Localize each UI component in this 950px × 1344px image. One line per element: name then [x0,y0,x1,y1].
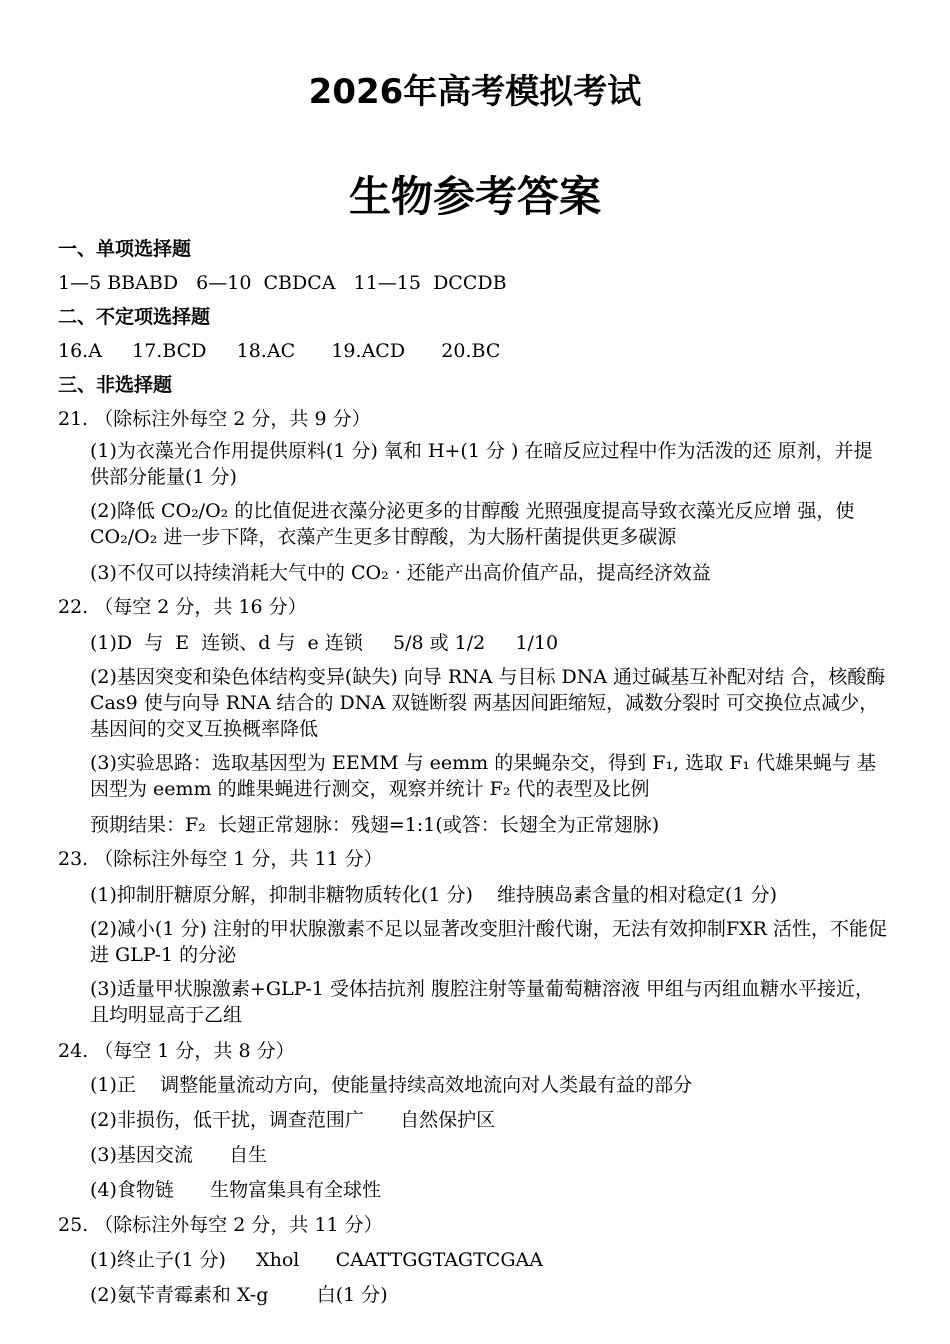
question-24-part-3: (3)基因交流 自生 [90,1144,268,1166]
question-24-part-4: (4)食物链 生物富集具有全球性 [90,1179,382,1201]
question-23-part-3: (3)适量甲状腺激素+GLP-1 受体拮抗剂 腹腔注射等量葡萄糖溶液 甲组与丙组血糖水平接近，且均明显高于乙组 [90,978,875,1026]
subject-title: 生物参考答案 [348,172,601,221]
question-24-part-2: (2)非损伤，低干扰，调查范围广 自然保护区 [90,1109,496,1131]
question-23-header: 23. （除标注外每空 1 分，共 11 分） [58,848,383,870]
question-23-part-1: (1)抑制肝糖原分解，抑制非糖物质转化(1 分) 维持胰岛素含量的相对稳定(1 分) [90,884,777,906]
question-22-part-3: (3)实验思路：选取基因型为 EEMM 与 eemm 的果蝇杂交，得到 F₁, 选取 F₁ 代雄果蝇与 基因型为 eemm 的雌果蝇进行测交，观察并统计 F₂ 代的表型及比例 [90,752,877,800]
multiple-choice-answers: 16.A 17.BCD 18.AC 19.ACD 20.BC [58,340,501,362]
question-25-header: 25. （除标注外每空 2 分，共 11 分） [58,1214,383,1236]
question-21-part-2: (2)降低 CO₂/O₂ 的比值促进衣藻分泌更多的甘醇酸 光照强度提高导致衣藻光反应增 强，使 CO₂/O₂ 进一步下降，衣藻产生更多甘醇酸，为大肠杆菌提供更多碳源 [90,500,855,548]
single-choice-answers: 1—5 BBABD 6—10 CBDCA 11—15 DCCDB [58,272,507,294]
question-21-header: 21. （除标注外每空 2 分，共 9 分） [58,408,371,430]
exam-title: 2026年高考模拟考试 [308,72,642,112]
question-21-part-3: (3)不仅可以持续消耗大气中的 CO₂ · 还能产出高价值产品，提高经济效益 [90,562,711,584]
section-heading-single-choice: 一、单项选择题 [58,238,192,260]
question-22-part-1: (1)D 与 E 连锁、d 与 e 连锁 5/8 或 1/2 1/10 [90,632,559,654]
question-23-part-2: (2)减小(1 分) 注射的甲状腺激素不足以显著改变胆汁酸代谢，无法有效抑制FXR 活性，不能促进 GLP-1 的分泌 [90,918,887,966]
question-22-part-2: (2)基因突变和染色体结构变异(缺失) 向导 RNA 与目标 DNA 通过碱基互补配对结 合，核酸酶 Cas9 使与向导 RNA 结合的 DNA 双链断裂 两基因间距缩短，减数分裂时 可交换位点减少，基因间的交叉互换概率降低 [90,666,886,740]
question-22-header: 22. （每空 2 分，共 16 分） [58,596,307,618]
question-21-part-1: (1)为衣藻光合作用提供原料(1 分) 氧和 H+(1 分 ) 在暗反应过程中作为活泼的还 原剂，并提供部分能量(1 分) [90,440,873,488]
question-24-part-1: (1)正 调整能量流动方向，使能量持续高效地流向对人类最有益的部分 [90,1074,693,1096]
question-22-expected-result: 预期结果：F₂ 长翅正常翅脉：残翅=1:1(或答：长翅全为正常翅脉) [90,814,660,836]
question-25-part-1: (1)终止子(1 分) Xhol CAATTGGTAGTCGAA [90,1249,543,1271]
question-24-header: 24. （每空 1 分，共 8 分） [58,1040,295,1062]
section-heading-multiple-choice: 二、不定项选择题 [58,306,211,328]
question-25-part-2: (2)氨苄青霉素和 X-g 白(1 分) [90,1284,388,1306]
section-heading-non-choice: 三、非选择题 [58,374,173,396]
answer-content [58,232,898,1312]
